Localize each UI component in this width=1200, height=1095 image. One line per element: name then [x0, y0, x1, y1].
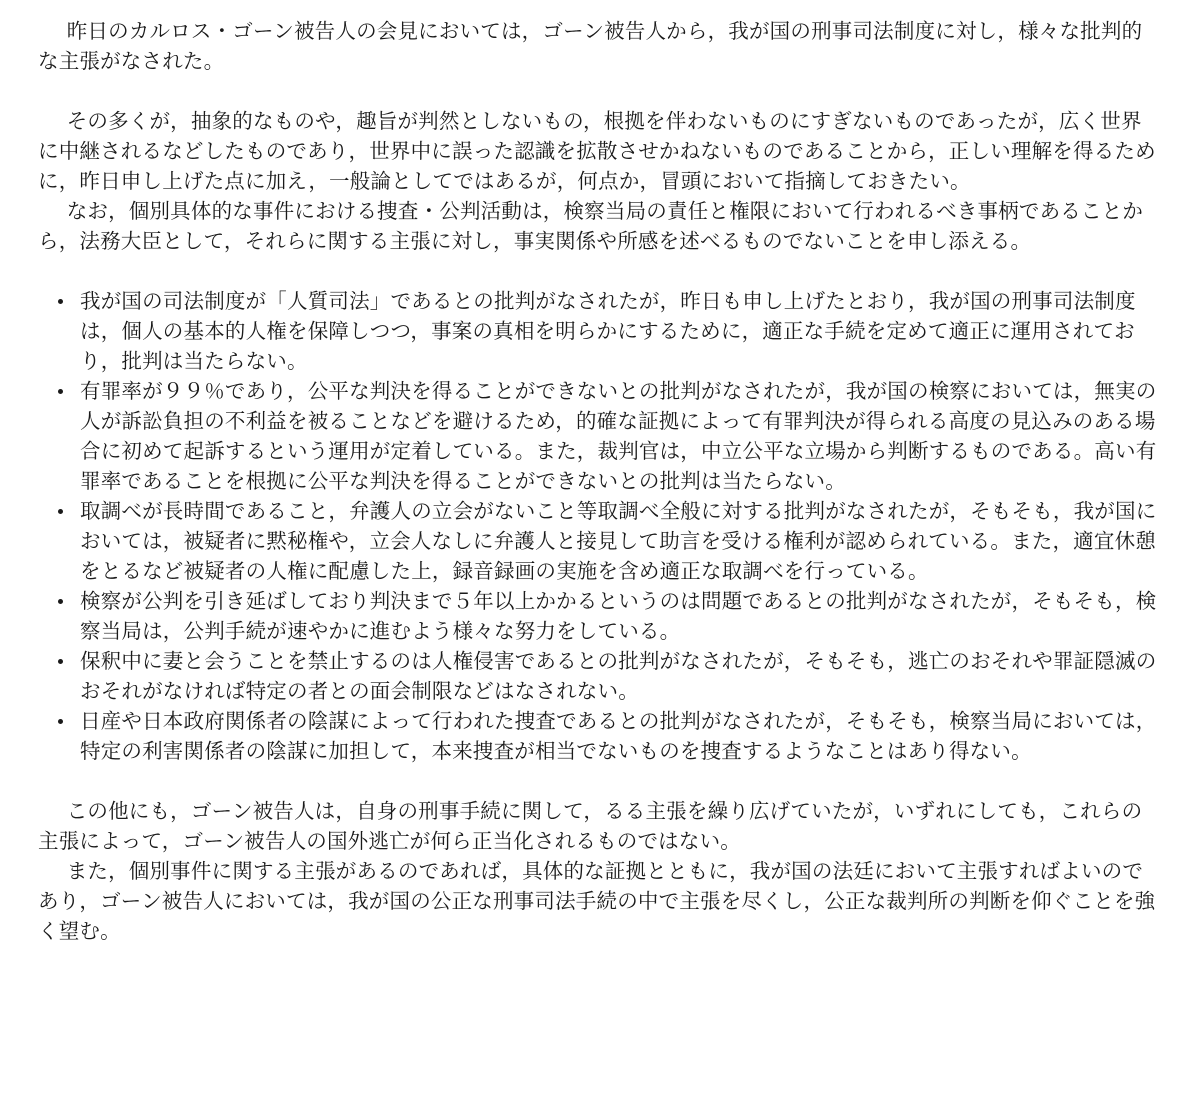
paragraph-gap — [38, 766, 1160, 796]
intro-paragraph-3: なお，個別具体的な事件における捜査・公判活動は，検察当局の責任と権限において行われるべき事柄であることから，法務大臣として，それらに関する主張に対し，事実関係や所感を述べるものでないことを申し添える。 — [38, 199, 1144, 253]
closing-paragraph-1: この他にも，ゴーン被告人は，自身の刑事手続に関して，るる主張を繰り広げていたが，いずれにしても，これらの主張によって，ゴーン被告人の国外逃亡が何ら正当化されるものではない。 — [38, 799, 1143, 853]
list-item-bail-conditions — [80, 646, 1160, 706]
list-item-conspiracy — [80, 706, 1160, 766]
paragraph-gap — [38, 256, 1160, 286]
criticism-rebuttal-list — [38, 286, 1160, 766]
list-item-text: 検察が公判を引き延ばしており判決まで５年以上かかるというのは問題であるとの批判がなされたが，そもそも，検察当局は，公判手続が速やかに進むよう様々な努力をしている。 — [80, 589, 1157, 643]
bullet-dot-icon — [58, 659, 63, 664]
list-item-trial-delay — [80, 586, 1160, 646]
bullet-dot-icon — [58, 389, 63, 394]
bullet-dot-icon — [58, 599, 63, 604]
intro-paragraph-2: その多くが，抽象的なものや，趣旨が判然としないもの，根拠を伴わないものにすぎないものであったが，広く世界に中継されるなどしたものであり，世界中に誤った認識を拡散させかねないものであることから，正しい理解を得るために，昨日申し上げた点に加え，一般論としてではあるが，何点か，冒頭において指摘しておきたい。 — [38, 109, 1156, 193]
list-item-interrogation — [80, 496, 1160, 586]
list-item-hostage-justice — [80, 286, 1160, 376]
list-item-text: 我が国の司法制度が「人質司法」であるとの批判がなされたが，昨日も申し上げたとおり，我が国の刑事司法制度は，個人の基本的人権を保障しつつ，事案の真相を明らかにするために，適正な手続を定めて適正に運用されており，批判は当たらない。 — [80, 289, 1136, 373]
bullet-dot-icon — [58, 299, 63, 304]
list-item-text: 有罪率が９９％であり，公平な判決を得ることができないとの批判がなされたが，我が国の検察においては，無実の人が訴訟負担の不利益を被ることなどを避けるため，的確な証拠によって有罪判決が得られる高度の見込みのある場合に初めて起訴するという運用が定着している。また，裁判官は，中立公平な立場から判断するものである。高い有罪率であることを根拠に公平な判決を得ることができないとの批判は当たらない。 — [80, 379, 1157, 493]
list-item-text: 保釈中に妻と会うことを禁止するのは人権侵害であるとの批判がなされたが，そもそも，逃亡のおそれや罪証隠滅のおそれがなければ特定の者との面会制限などはなされない。 — [80, 649, 1157, 703]
list-item-text: 日産や日本政府関係者の陰謀によって行われた捜査であるとの批判がなされたが，そもそも，検察当局においては，特定の利害関係者の陰謀に加担して，本来捜査が相当でないものを捜査するようなことはあり得ない。 — [80, 709, 1157, 763]
list-item-text: 取調べが長時間であること，弁護人の立会がないこと等取調べ全般に対する批判がなされたが，そもそも，我が国においては，被疑者に黙秘権や，立会人なしに弁護人と接見して助言を受ける権利が認められている。また，適宜休憩をとるなど被疑者の人権に配慮した上，録音録画の実施を含め適正な取調べを行っている。 — [80, 499, 1157, 583]
intro-paragraph-1: 昨日のカルロス・ゴーン被告人の会見においては，ゴーン被告人から，我が国の刑事司法制度に対し，様々な批判的な主張がなされた。 — [38, 19, 1143, 73]
bullet-dot-icon — [58, 719, 63, 724]
list-item-conviction-rate — [80, 376, 1160, 496]
closing-paragraph-2: また，個別事件に関する主張があるのであれば，具体的な証拠とともに，我が国の法廷において主張すればよいのであり，ゴーン被告人においては，我が国の公正な刑事司法手続の中で主張を尽くし，公正な裁判所の判断を仰ぐことを強く望む。 — [38, 859, 1156, 943]
paragraph-gap — [38, 76, 1160, 106]
bullet-dot-icon — [58, 509, 63, 514]
